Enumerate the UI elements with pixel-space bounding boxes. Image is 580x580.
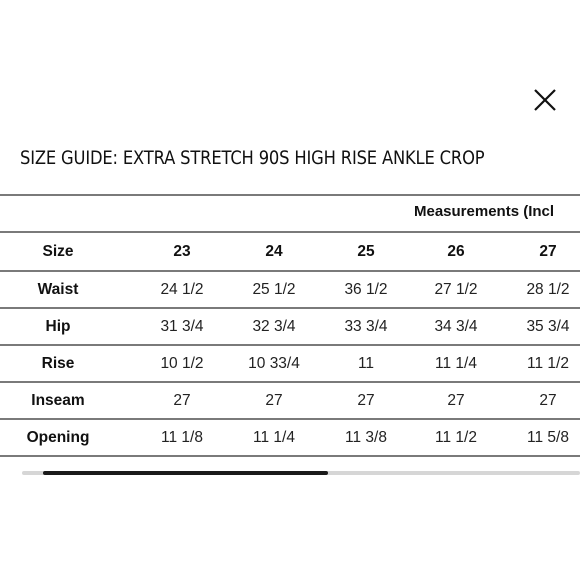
row-label: Inseam [31,392,85,409]
close-button[interactable] [530,86,560,116]
size-header-cell: 23 [173,243,191,260]
table-cell: 28 1/2 [526,281,570,298]
table-cell: 34 3/4 [434,318,478,335]
table-cell: 27 [539,392,557,409]
table-cell: 32 3/4 [252,318,296,335]
close-icon [530,86,560,116]
table-row-opening [0,419,580,456]
table-cell: 27 [447,392,465,409]
table-cell: 11 [357,355,375,372]
table-row-rise [0,345,580,382]
table-cell: 36 1/2 [344,281,388,298]
table-cell: 31 3/4 [160,318,204,335]
table-cell: 27 [357,392,375,409]
table-cell: 11 1/8 [161,429,203,446]
table-cell: 10 1/2 [160,355,204,372]
size-header-cell: 27 [539,243,557,260]
table-top-rule [0,194,580,196]
table-row-waist [0,271,580,308]
table-cell: 11 1/2 [527,355,569,372]
size-header-cell: 26 [447,243,465,260]
measurements-group-header: Measurements (Incl [414,203,555,220]
table-cell: 25 1/2 [252,281,296,298]
table-cell: 27 1/2 [434,281,478,298]
table-cell: 11 1/4 [253,429,295,446]
horizontal-scrollbar-thumb[interactable] [43,471,328,475]
size-header-cell: 25 [357,243,375,260]
table-cell: 11 5/8 [527,429,569,446]
page-title: SIZE GUIDE: EXTRA STRETCH 90S HIGH RISE ANKLE CROP [20,147,485,169]
row-label: Hip [45,318,71,335]
size-column-label: Size [42,243,74,260]
table-cell: 11 1/4 [435,355,477,372]
size-table[interactable] [0,194,580,460]
table-cell: 27 [173,392,191,409]
table-header-row [0,233,580,270]
table-cell: 35 3/4 [526,318,570,335]
size-header-cell: 24 [265,243,283,260]
table-cell: 10 33/4 [248,355,300,372]
table-row-inseam [0,382,580,419]
table-cell: 11 1/2 [435,429,477,446]
table-bottom-rule [0,455,580,457]
table-row-hip [0,308,580,345]
row-label: Waist [37,281,79,298]
table-cell: 11 3/8 [345,429,387,446]
table-cell: 24 1/2 [160,281,204,298]
row-label: Opening [26,429,90,446]
table-cell: 27 [265,392,283,409]
table-cell: 33 3/4 [344,318,388,335]
row-label: Rise [41,355,75,372]
